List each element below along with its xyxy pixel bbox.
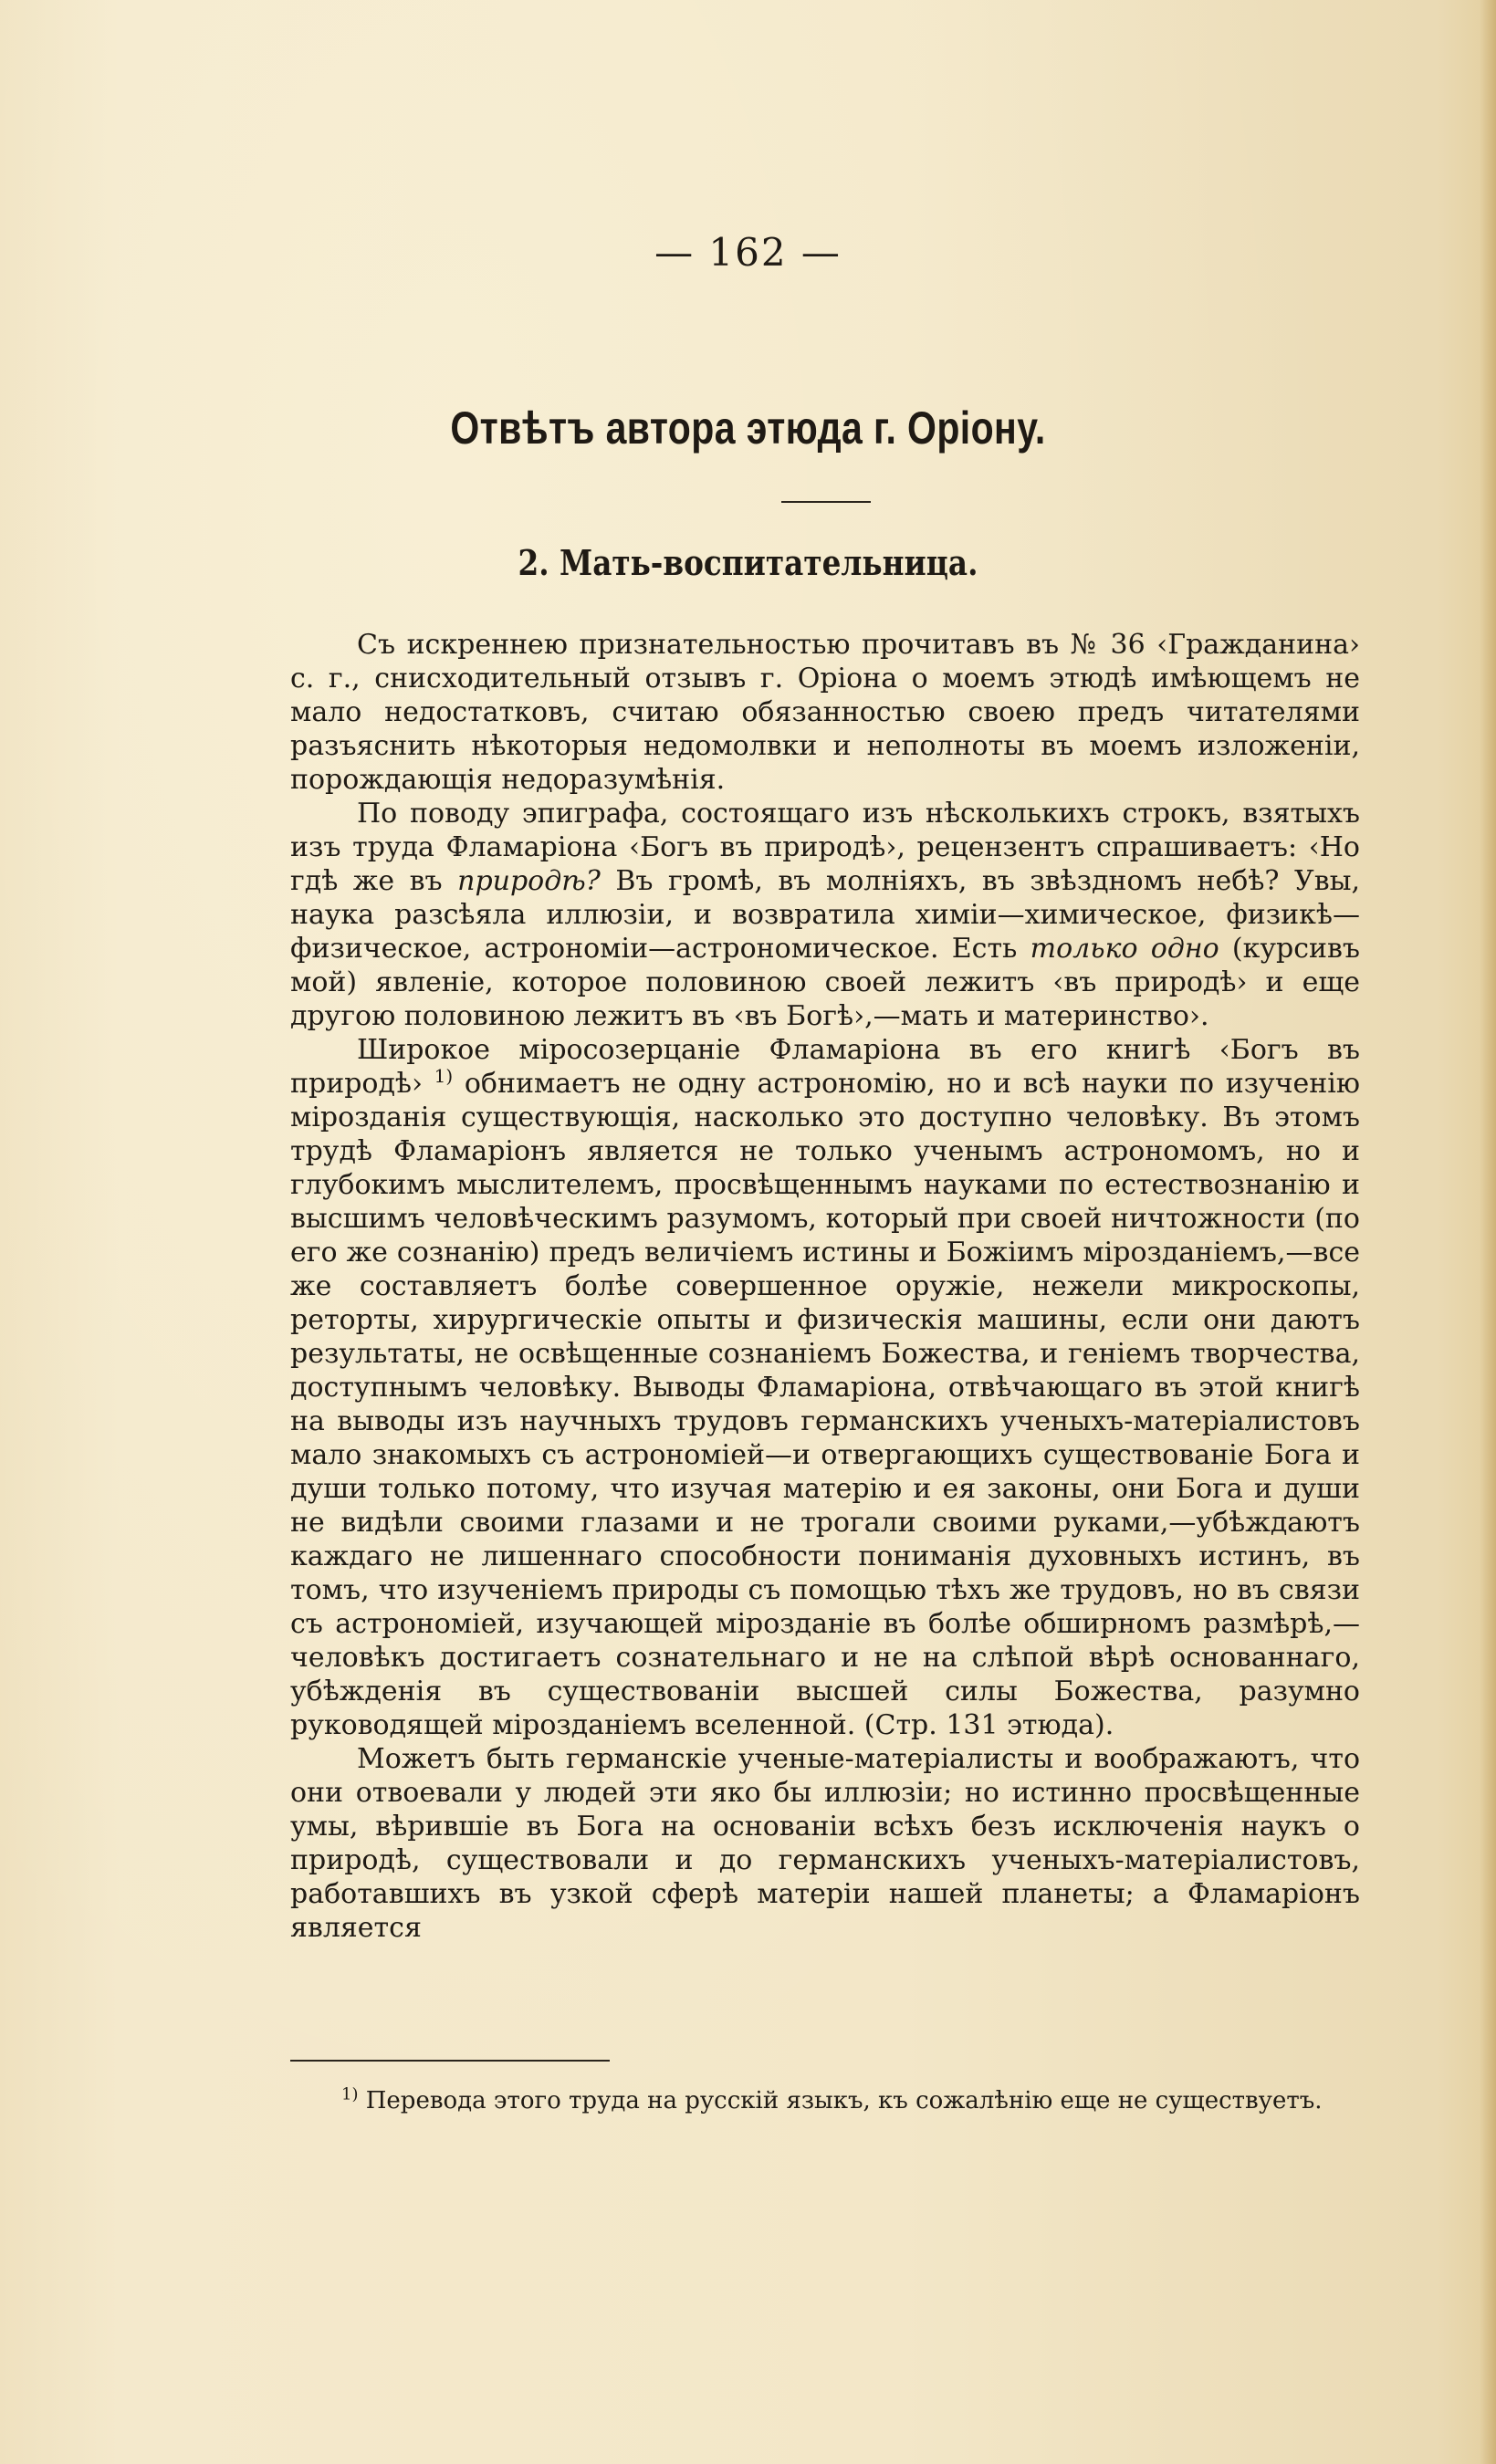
paragraph-text: Широкое міросозерцаніе Фламаріона въ его книгѣ ‹Богъ въ природѣ› — [290, 1034, 1360, 1100]
footnote-text: Перевода этого труда на русскій языкъ, къ сожалѣнію еще не существуетъ. — [358, 2087, 1323, 2114]
paragraph-text: Съ искреннею признательностью прочитавъ въ № 36 ‹Гражданина› с. г., снисходительный отзывъ г. Оріона о моемъ этюдѣ имѣющемъ не мало недостатковъ, считаю обязанностью своею предъ читателями разъяснить нѣкоторыя недомолвки и неполноты въ моемъ изложеніи, порождающія недоразумѣнія. — [290, 629, 1360, 796]
paragraph-text: Можетъ быть германскіе ученые-матеріалисты и воображаютъ, что они отвоевали у людей эти яко бы иллюзіи; но истинно просвѣщенные умы, вѣрившіе въ Бога на основаніи всѣхъ безъ исключенія наукъ о природѣ, существовали и до германскихъ ученыхъ-матеріалистовъ, работавшихъ въ узкой сферѣ матеріи нашей планеты; а Фламаріонъ является — [290, 1743, 1360, 1944]
section-heading: 2. Мать-воспитательница. — [518, 542, 978, 583]
italic-text: только одно — [1030, 933, 1219, 965]
italic-text: природѣ? — [457, 865, 601, 897]
paragraph-text: Въ громѣ, въ молніяхъ, въ звѣздномъ небѣ? Увы, наука разсѣяла иллюзіи, и возвратила химіи—химическое, физикѣ—физическое, астрономіи—астрономическое. Есть — [290, 865, 1360, 965]
footnote-divider — [290, 2060, 610, 2062]
paragraph — [290, 628, 1360, 797]
footnote-reference: 1) — [434, 1065, 454, 1087]
article-body — [290, 628, 1360, 1945]
paragraph — [290, 1033, 1360, 1742]
paragraph — [290, 1742, 1360, 1945]
paragraph-text: обнимаетъ не одну астрономію, но и всѣ науки по изученію мірозданія существующія, насколько это доступно человѣку. Въ этомъ трудѣ Фламаріонъ является не только ученымъ астрономомъ, но и глубокимъ мыслителемъ, просвѣщеннымъ науками по естествознанію и высшимъ человѣческимъ разумомъ, который при своей ничтожности (по его же сознанію) предъ величіемъ истины и Божіимъ мірозданіемъ,—все же составляетъ болѣе совершенное оружіе, нежели микроскопы, реторты, хирургическіе опыты и физическія машины, если они даютъ результаты, не освѣщенные сознаніемъ Божества, и геніемъ творчества, доступнымъ человѣку. Выводы Фламаріона, отвѣчающаго въ этой книгѣ на выводы изъ научныхъ трудовъ германскихъ ученыхъ-матеріалистовъ мало знакомыхъ съ астрономіей—и отвергающихъ существованіе Бога и души только потому, что изучая матерію и ея законы, они Бога и души не видѣли своими глазами и не трогали своими руками,—убѣждаютъ каждаго не лишеннаго способности пониманія духовныхъ истинъ, въ томъ, что изученіемъ природы съ помощью тѣхъ же трудовъ, но въ связи съ астрономіей, изучающей мірозданіе въ болѣе обширномъ размѣрѣ,—человѣкъ достигаетъ сознательнаго и не на слѣпой вѣрѣ основаннаго, убѣжденія въ существованіи высшей силы Божества, разумно руководящей мірозданіемъ вселенной. (Стр. 131 этюда). — [290, 1068, 1360, 1741]
page-number: — 162 — — [654, 230, 842, 275]
page-edge-shadow — [1480, 0, 1496, 2464]
article-title: Отвѣтъ автора этюда г. Оріону. — [450, 402, 1046, 454]
title-divider — [781, 501, 871, 503]
footnote — [290, 2084, 1360, 2117]
footnote-mark: 1) — [341, 2084, 359, 2104]
paragraph-text: По поводу эпиграфа, состоящаго изъ нѣсколькихъ строкъ, взятыхъ изъ труда Фламаріона ‹Богъ въ природѣ›, рецензентъ спрашиваетъ: ‹Но гдѣ же въ — [290, 798, 1360, 897]
paragraph — [290, 797, 1360, 1033]
paragraph-text: (курсивъ мой) явленіе, которое половиною своей лежитъ ‹въ природѣ› и еще другою половиною лежитъ въ ‹въ Богѣ›,—мать и материнство›. — [290, 933, 1361, 1032]
